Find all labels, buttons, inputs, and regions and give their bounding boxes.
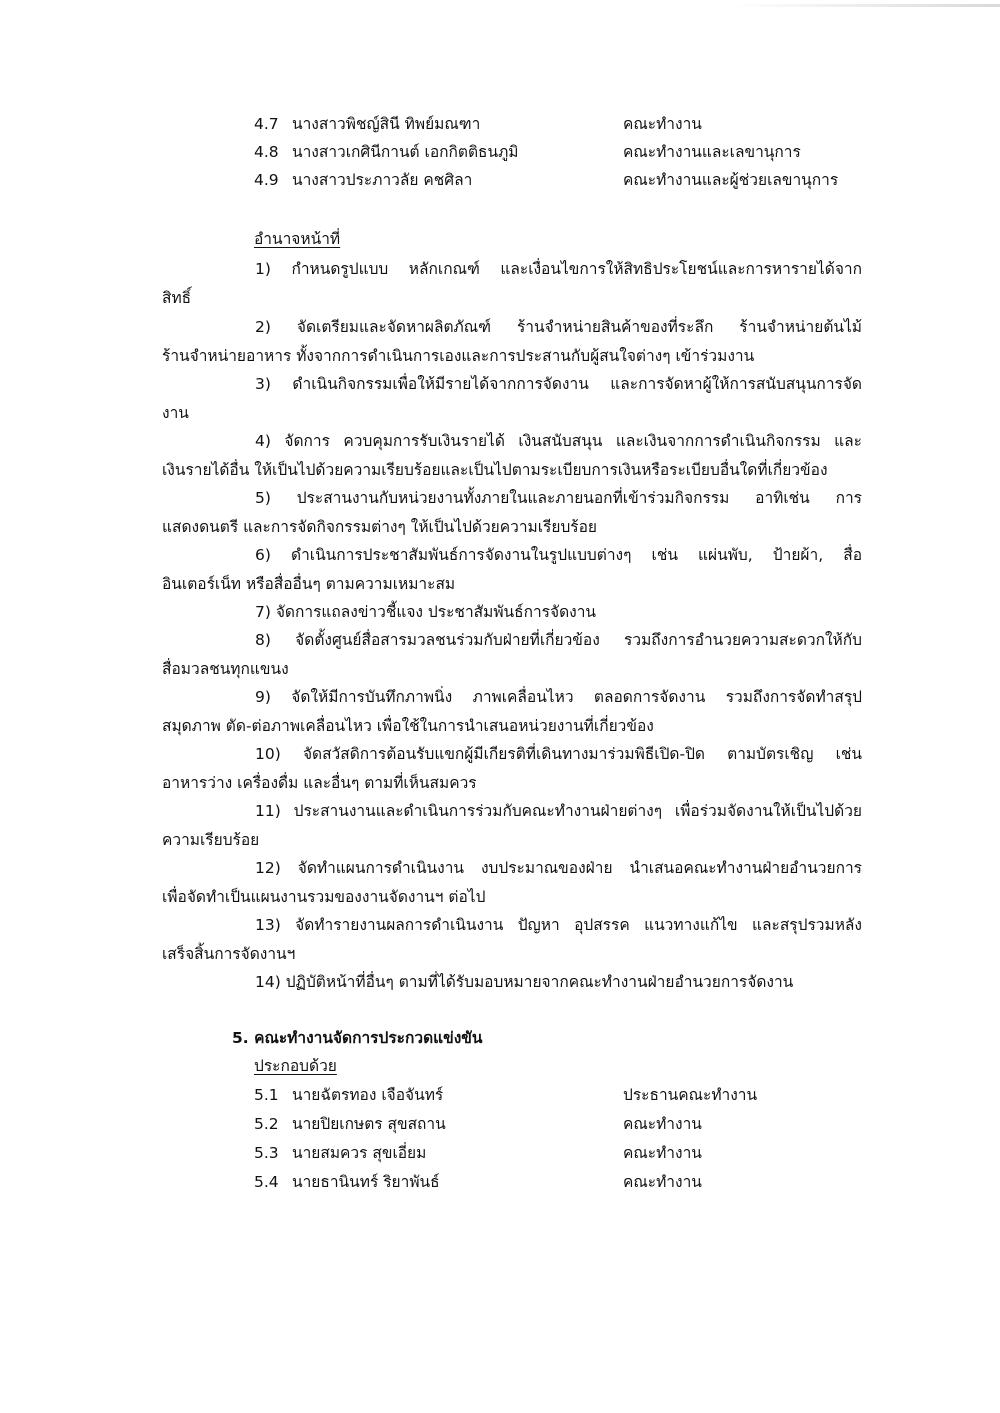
duty-item bbox=[162, 427, 862, 484]
member-name: นายสมควร สุขเอี่ยม bbox=[292, 1144, 427, 1162]
duty-item bbox=[162, 740, 862, 797]
duties-heading: อำนาจหน้าที่ bbox=[254, 230, 341, 248]
duty-item bbox=[162, 370, 862, 427]
duty-item bbox=[162, 541, 862, 598]
member-number: 4.7 bbox=[254, 115, 279, 133]
section-subheading: ประกอบด้วย bbox=[254, 1057, 337, 1075]
duty-line-2: ความเรียบร้อย bbox=[162, 830, 260, 849]
duty-item bbox=[162, 313, 862, 370]
member-role: ประธานคณะทำงาน bbox=[623, 1086, 758, 1104]
duty-line-1: 2) จัดเตรียมและจัดหาผลิตภัณฑ์ ร้านจำหน่ายสินค้าของที่ระลึก ร้านจำหน่ายต้นไม้ bbox=[255, 318, 862, 336]
duty-line-1: 1) กำหนดรูปแบบ หลักเกณฑ์ และเงื่อนไขการให้สิทธิประโยชน์และการหารายได้จาก bbox=[255, 260, 862, 278]
duty-line-2: อินเตอร์เน็ท หรือสื่ออื่นๆ ตามความเหมาะสม bbox=[162, 574, 456, 593]
duty-line-2: เงินรายได้อื่น ให้เป็นไปด้วยความเรียบร้อยและเป็นไปตามระเบียบการเงินหรือระเบียบอื่นใดที่เกี่ยวข้อง bbox=[162, 460, 828, 479]
member-role: คณะทำงาน bbox=[623, 115, 702, 133]
member-role: คณะทำงาน bbox=[623, 1115, 702, 1133]
duty-line-2: เสร็จสิ้นการจัดงานฯ bbox=[162, 944, 296, 963]
duty-line-2: สื่อมวลชนทุกแขนง bbox=[162, 659, 289, 678]
section-heading: 5. คณะทำงานจัดการประกวดแข่งขัน bbox=[232, 1029, 483, 1047]
member-name: นางสาวเกศินีกานต์ เอกกิตติธนภูมิ bbox=[292, 143, 519, 161]
member-role: คณะทำงานและเลขานุการ bbox=[623, 143, 801, 161]
duty-line-1: 8) จัดตั้งศูนย์สื่อสารมวลชนร่วมกับฝ่ายที่เกี่ยวข้อง รวมถึงการอำนวยความสะดวกให้กับ bbox=[255, 631, 862, 649]
duty-item bbox=[162, 626, 862, 683]
member-number: 5.4 bbox=[254, 1173, 279, 1191]
duty-item bbox=[162, 911, 862, 968]
member-number: 5.3 bbox=[254, 1144, 279, 1162]
duty-line-2: แสดงดนตรี และการจัดกิจกรรมต่างๆ ให้เป็นไปด้วยความเรียบร้อย bbox=[162, 517, 598, 536]
duty-line-2: อาหารว่าง เครื่องดื่ม และอื่นๆ ตามที่เห็นสมควร bbox=[162, 773, 477, 792]
member-number: 4.8 bbox=[254, 143, 279, 161]
duty-line-1: 9) จัดให้มีการบันทึกภาพนิ่ง ภาพเคลื่อนไหว ตลอดการจัดงาน รวมถึงการจัดทำสรุป bbox=[255, 688, 862, 706]
duty-item bbox=[162, 683, 862, 740]
member-name: นายธานินทร์ ริยาพันธ์ bbox=[292, 1173, 440, 1191]
duty-line-1: 3) ดำเนินกิจกรรมเพื่อให้มีรายได้จากการจัดงาน และการจัดหาผู้ให้การสนับสนุนการจัด bbox=[255, 375, 862, 393]
duty-line-1: 10) จัดสวัสดิการต้อนรับแขกผู้มีเกียรติที่เดินทางมาร่วมพิธีเปิด-ปิด ตามบัตรเชิญ เช่น bbox=[255, 745, 862, 763]
duty-line-2: เพื่อจัดทำเป็นแผนงานรวมของงานจัดงานฯ ต่อไป bbox=[162, 887, 486, 906]
duty-line-1: 7) จัดการแถลงข่าวชี้แจง ประชาสัมพันธ์การจัดงาน bbox=[255, 603, 597, 621]
member-name: นายฉัตรทอง เจือจันทร์ bbox=[292, 1086, 444, 1104]
duty-item bbox=[162, 484, 862, 541]
duty-item bbox=[162, 968, 862, 997]
duty-line-1: 6) ดำเนินการประชาสัมพันธ์การจัดงานในรูปแบบต่างๆ เช่น แผ่นพับ, ป้ายผ้า, สื่อ bbox=[255, 546, 862, 564]
duty-line-1: 13) จัดทำรายงานผลการดำเนินงาน ปัญหา อุปสรรค แนวทางแก้ไข และสรุปรวมหลัง bbox=[255, 916, 862, 934]
duty-line-1: 5) ประสานงานกับหน่วยงานทั้งภายในและภายนอกที่เข้าร่วมกิจกรรม อาทิเช่น การ bbox=[255, 489, 862, 507]
member-name: นายปิยเกษตร สุขสถาน bbox=[292, 1115, 446, 1133]
duty-line-1: 4) จัดการ ควบคุมการรับเงินรายได้ เงินสนับสนุน และเงินจากการดำเนินกิจกรรม และ bbox=[255, 432, 862, 450]
duty-line-2: ร้านจำหน่ายอาหาร ทั้งจากการดำเนินการเองและการประสานกับผู้สนใจต่างๆ เข้าร่วมงาน bbox=[162, 346, 755, 365]
member-role: คณะทำงาน bbox=[623, 1144, 702, 1162]
member-name: นางสาวประภาวลัย คชศิลา bbox=[292, 171, 473, 189]
duty-line-1: 14) ปฏิบัติหน้าที่อื่นๆ ตามที่ได้รับมอบหมายจากคณะทำงานฝ่ายอำนวยการจัดงาน bbox=[255, 973, 794, 991]
duty-line-2: งาน bbox=[162, 403, 189, 422]
scan-edge-mark bbox=[730, 4, 1000, 7]
duty-line-2: สมุดภาพ ตัด-ต่อภาพเคลื่อนไหว เพื่อใช้ในการนำเสนอหน่วยงานที่เกี่ยวข้อง bbox=[162, 716, 654, 735]
member-number: 5.2 bbox=[254, 1115, 279, 1133]
duty-item bbox=[162, 797, 862, 854]
member-name: นางสาวพิชญ์สินี ทิพย์มณฑา bbox=[292, 115, 481, 133]
duty-item bbox=[162, 854, 862, 911]
member-role: คณะทำงานและผู้ช่วยเลขานุการ bbox=[623, 171, 839, 189]
duty-item bbox=[162, 255, 862, 312]
member-role: คณะทำงาน bbox=[623, 1173, 702, 1191]
duty-line-2: สิทธิ์ bbox=[162, 288, 192, 307]
duty-line-1: 12) จัดทำแผนการดำเนินงาน งบประมาณของฝ่าย นำเสนอคณะทำงานฝ่ายอำนวยการ bbox=[255, 859, 862, 877]
duty-line-1: 11) ประสานงานและดำเนินการร่วมกับคณะทำงานฝ่ายต่างๆ เพื่อร่วมจัดงานให้เป็นไปด้วย bbox=[255, 802, 862, 820]
duty-item bbox=[162, 598, 862, 627]
member-number: 4.9 bbox=[254, 171, 279, 189]
member-number: 5.1 bbox=[254, 1086, 279, 1104]
